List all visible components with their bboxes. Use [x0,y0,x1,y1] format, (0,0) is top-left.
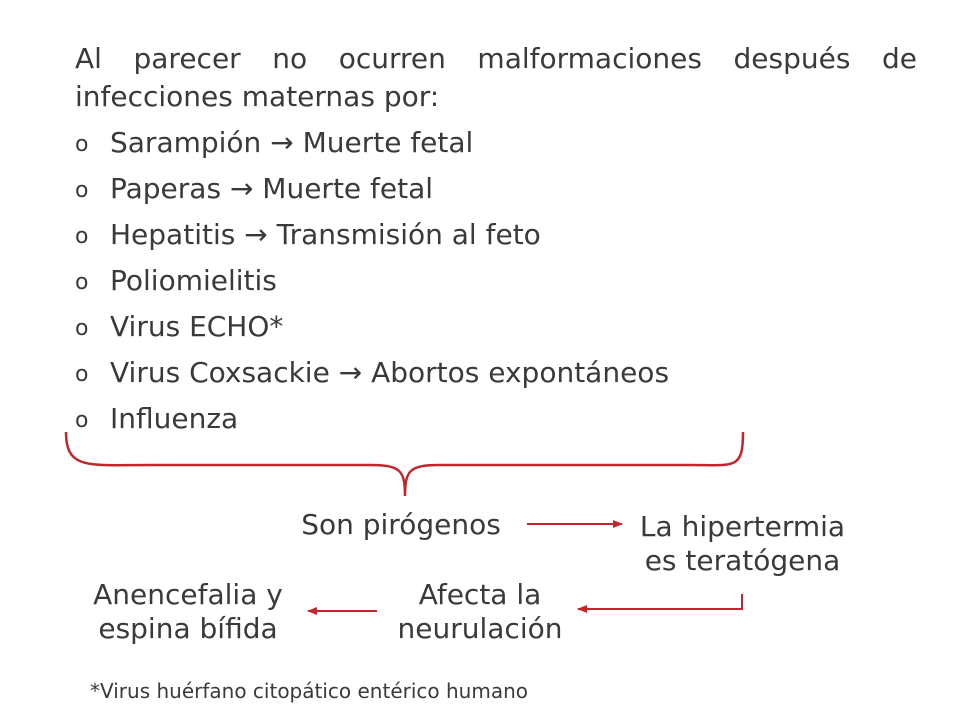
bullet-text: Virus Coxsackie → Abortos expontáneos [110,356,670,389]
arrow-hipertermia-to-afecta [578,594,742,609]
bullet-text: Poliomielitis [110,264,277,297]
node-hipertermia-line1: La hipertermia [639,510,846,543]
bullet-text: Paperas → Muerte fetal [110,172,434,205]
node-hipertermia [620,510,865,578]
node-son-pirogenos-label: Son pirógenos [301,508,501,541]
bullet-marker: o [75,178,89,203]
bullet-marker: o [75,224,89,249]
node-son-pirogenos [286,508,516,542]
node-hipertermia-line2: es teratógena [644,544,841,577]
node-afecta-line1: Afecta la [418,578,542,611]
bullet-text: Virus ECHO* [110,310,284,343]
footnote: *Virus huérfano citopático entérico humano [90,679,528,703]
bullet-text: Influenza [110,402,239,435]
node-anencefalia-line2: espina bífida [98,612,278,645]
bullet-marker: o [75,316,89,341]
node-anencefalia [68,578,308,646]
bullet-marker: o [75,408,89,433]
bullet-text: Hepatitis → Transmisión al feto [110,218,541,251]
curly-brace [66,432,743,496]
bullet-marker: o [75,270,89,295]
bullet-marker: o [75,362,89,387]
bullet-marker: o [75,132,89,157]
node-anencefalia-line1: Anencefalia y [93,578,283,611]
intro-text: Al parecer no ocurren malformaciones después de infecciones maternas por: [75,42,917,113]
bullet-text: Sarampión → Muerte fetal [110,126,474,159]
node-afecta-line2: neurulación [397,612,563,645]
node-afecta-neurulacion [380,578,580,646]
